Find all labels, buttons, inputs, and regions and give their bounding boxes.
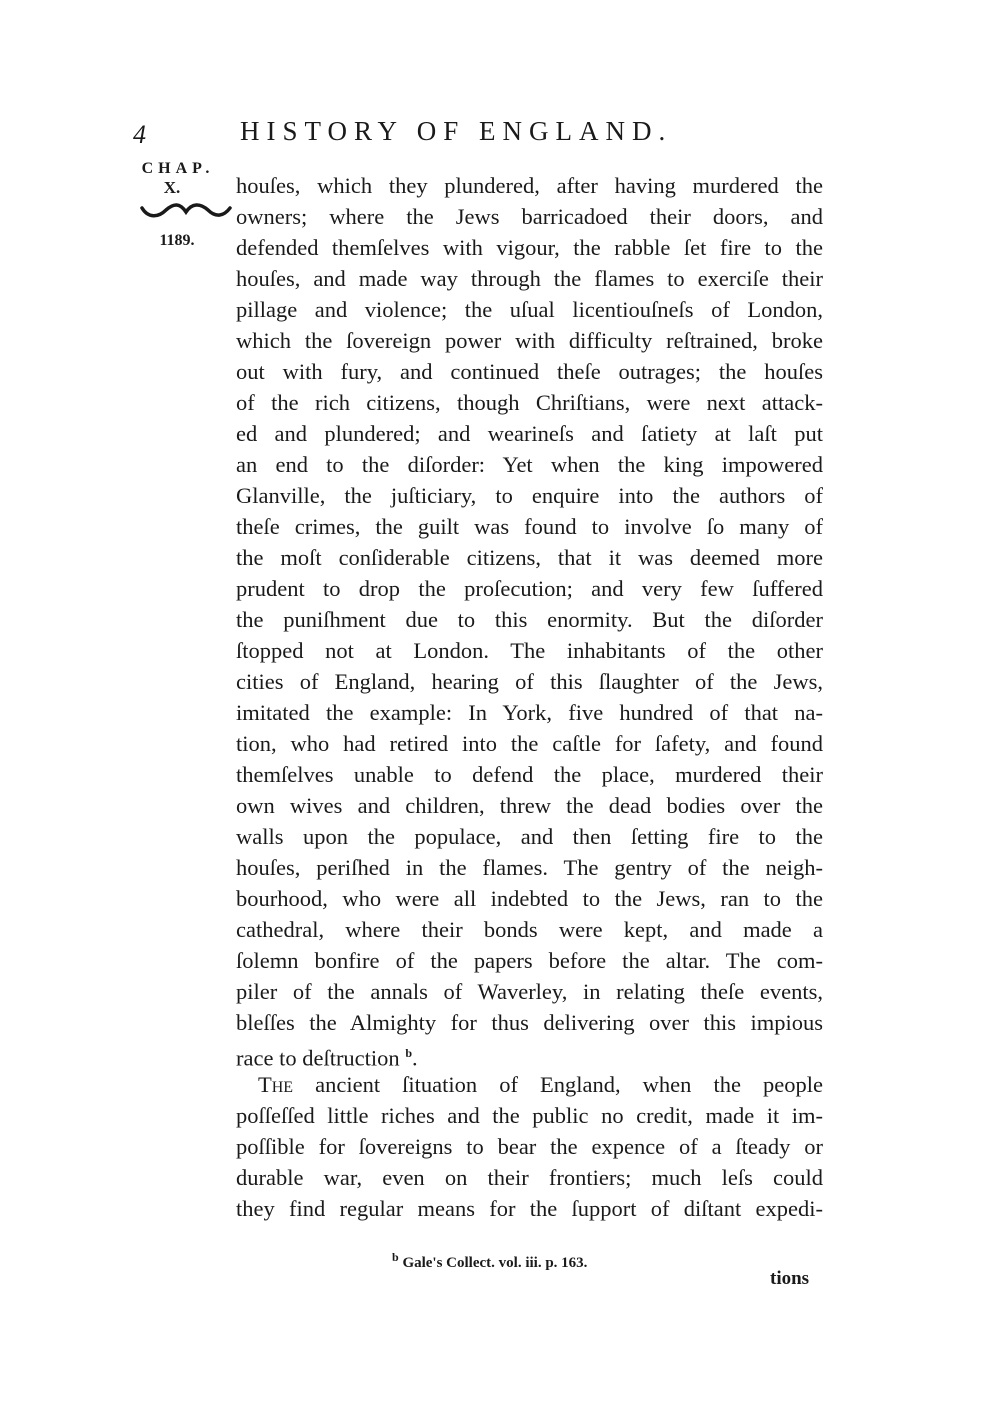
- text-line: [236, 1069, 823, 1100]
- text-fragment: .: [412, 1045, 418, 1071]
- text-line: poſſeſſed little riches and the public no credit, made it im-: [236, 1103, 823, 1128]
- margin-year: 1189.: [159, 232, 195, 249]
- text-line: ſolemn bonfire of the papers before the altar. The com-: [236, 948, 823, 973]
- catchword: tions: [770, 1268, 810, 1289]
- text-line: owners; where the Jews barricadoed their doors, and: [236, 204, 823, 229]
- chapter-number: X.: [163, 178, 181, 197]
- page-number: 4: [133, 120, 146, 149]
- text-line: they find regular means for the ſupport of diſtant expedi-: [236, 1196, 823, 1221]
- text-line: bourhood, who were all indebted to the Jews, ran to the: [236, 886, 823, 911]
- text-line: which the ſovereign power with difficulty reſtrained, broke: [236, 328, 823, 353]
- text-line: imitated the example: In York, five hundred of that na-: [236, 700, 823, 725]
- text-line: own wives and children, threw the dead bodies over the: [236, 793, 823, 818]
- footnote-mark: b: [392, 1250, 399, 1264]
- text-line: prudent to drop the proſecution; and very few ſuffered: [236, 576, 823, 601]
- text-line: pillage and violence; the uſual licentiouſneſs of London,: [236, 297, 823, 322]
- text-line: bleſſes the Almighty for thus delivering over this impious: [236, 1010, 823, 1035]
- body-text: [236, 170, 823, 1224]
- text-fragment: race to deſtruction: [236, 1045, 400, 1071]
- text-line: theſe crimes, the guilt was found to involve ſo many of: [236, 514, 823, 539]
- text-line: [236, 1038, 823, 1069]
- footnote-reference[interactable]: b: [405, 1046, 412, 1060]
- text-line: themſelves unable to defend the place, murdered their: [236, 762, 823, 787]
- text-line: the puniſhment due to this enormity. But the diſorder: [236, 607, 823, 632]
- paragraph-initial-word: The: [258, 1072, 294, 1097]
- chapter-label: CHAP.: [141, 160, 215, 177]
- text-line: cities of England, hearing of this ſlaughter of the Jews,: [236, 669, 823, 694]
- text-line: of the rich citizens, though Chriſtians, were next attack-: [236, 390, 823, 415]
- text-line: tion, who had retired into the caſtle for ſafety, and found: [236, 731, 823, 756]
- text-line: poſſible for ſovereigns to bear the expence of a ſteady or: [236, 1134, 823, 1159]
- brace-ornament-icon: [140, 200, 232, 220]
- footnote: [392, 1250, 587, 1272]
- text-line: out with fury, and continued theſe outrages; the houſes: [236, 359, 823, 384]
- text-line: houſes, periſhed in the flames. The gentry of the neigh-: [236, 855, 823, 880]
- text-line: defended themſelves with vigour, the rabble ſet fire to the: [236, 235, 823, 260]
- text-line: houſes, and made way through the flames to exerciſe their: [236, 266, 823, 291]
- running-head: HISTORY OF ENGLAND.: [240, 116, 673, 146]
- text-line: ſtopped not at London. The inhabitants of the other: [236, 638, 823, 663]
- text-line: houſes, which they plundered, after having murdered the: [236, 173, 823, 198]
- text-line: an end to the diſorder: Yet when the king impowered: [236, 452, 823, 477]
- text-line: piler of the annals of Waverley, in relating theſe events,: [236, 979, 823, 1004]
- footnote-text: Gale's Collect. vol. iii. p. 163.: [398, 1255, 588, 1271]
- text-line: Glanville, the juſticiary, to enquire into the authors of: [236, 483, 823, 508]
- text-fragment: ancient ſituation of England, when the people: [293, 1072, 823, 1097]
- text-line: ed and plundered; and wearineſs and ſatiety at laſt put: [236, 421, 823, 446]
- text-line: the moſt conſiderable citizens, that it was deemed more: [236, 545, 823, 570]
- text-line: durable war, even on their frontiers; much leſs could: [236, 1165, 823, 1190]
- text-line: cathedral, where their bonds were kept, and made a: [236, 917, 823, 942]
- text-line: walls upon the populace, and then ſetting fire to the: [236, 824, 823, 849]
